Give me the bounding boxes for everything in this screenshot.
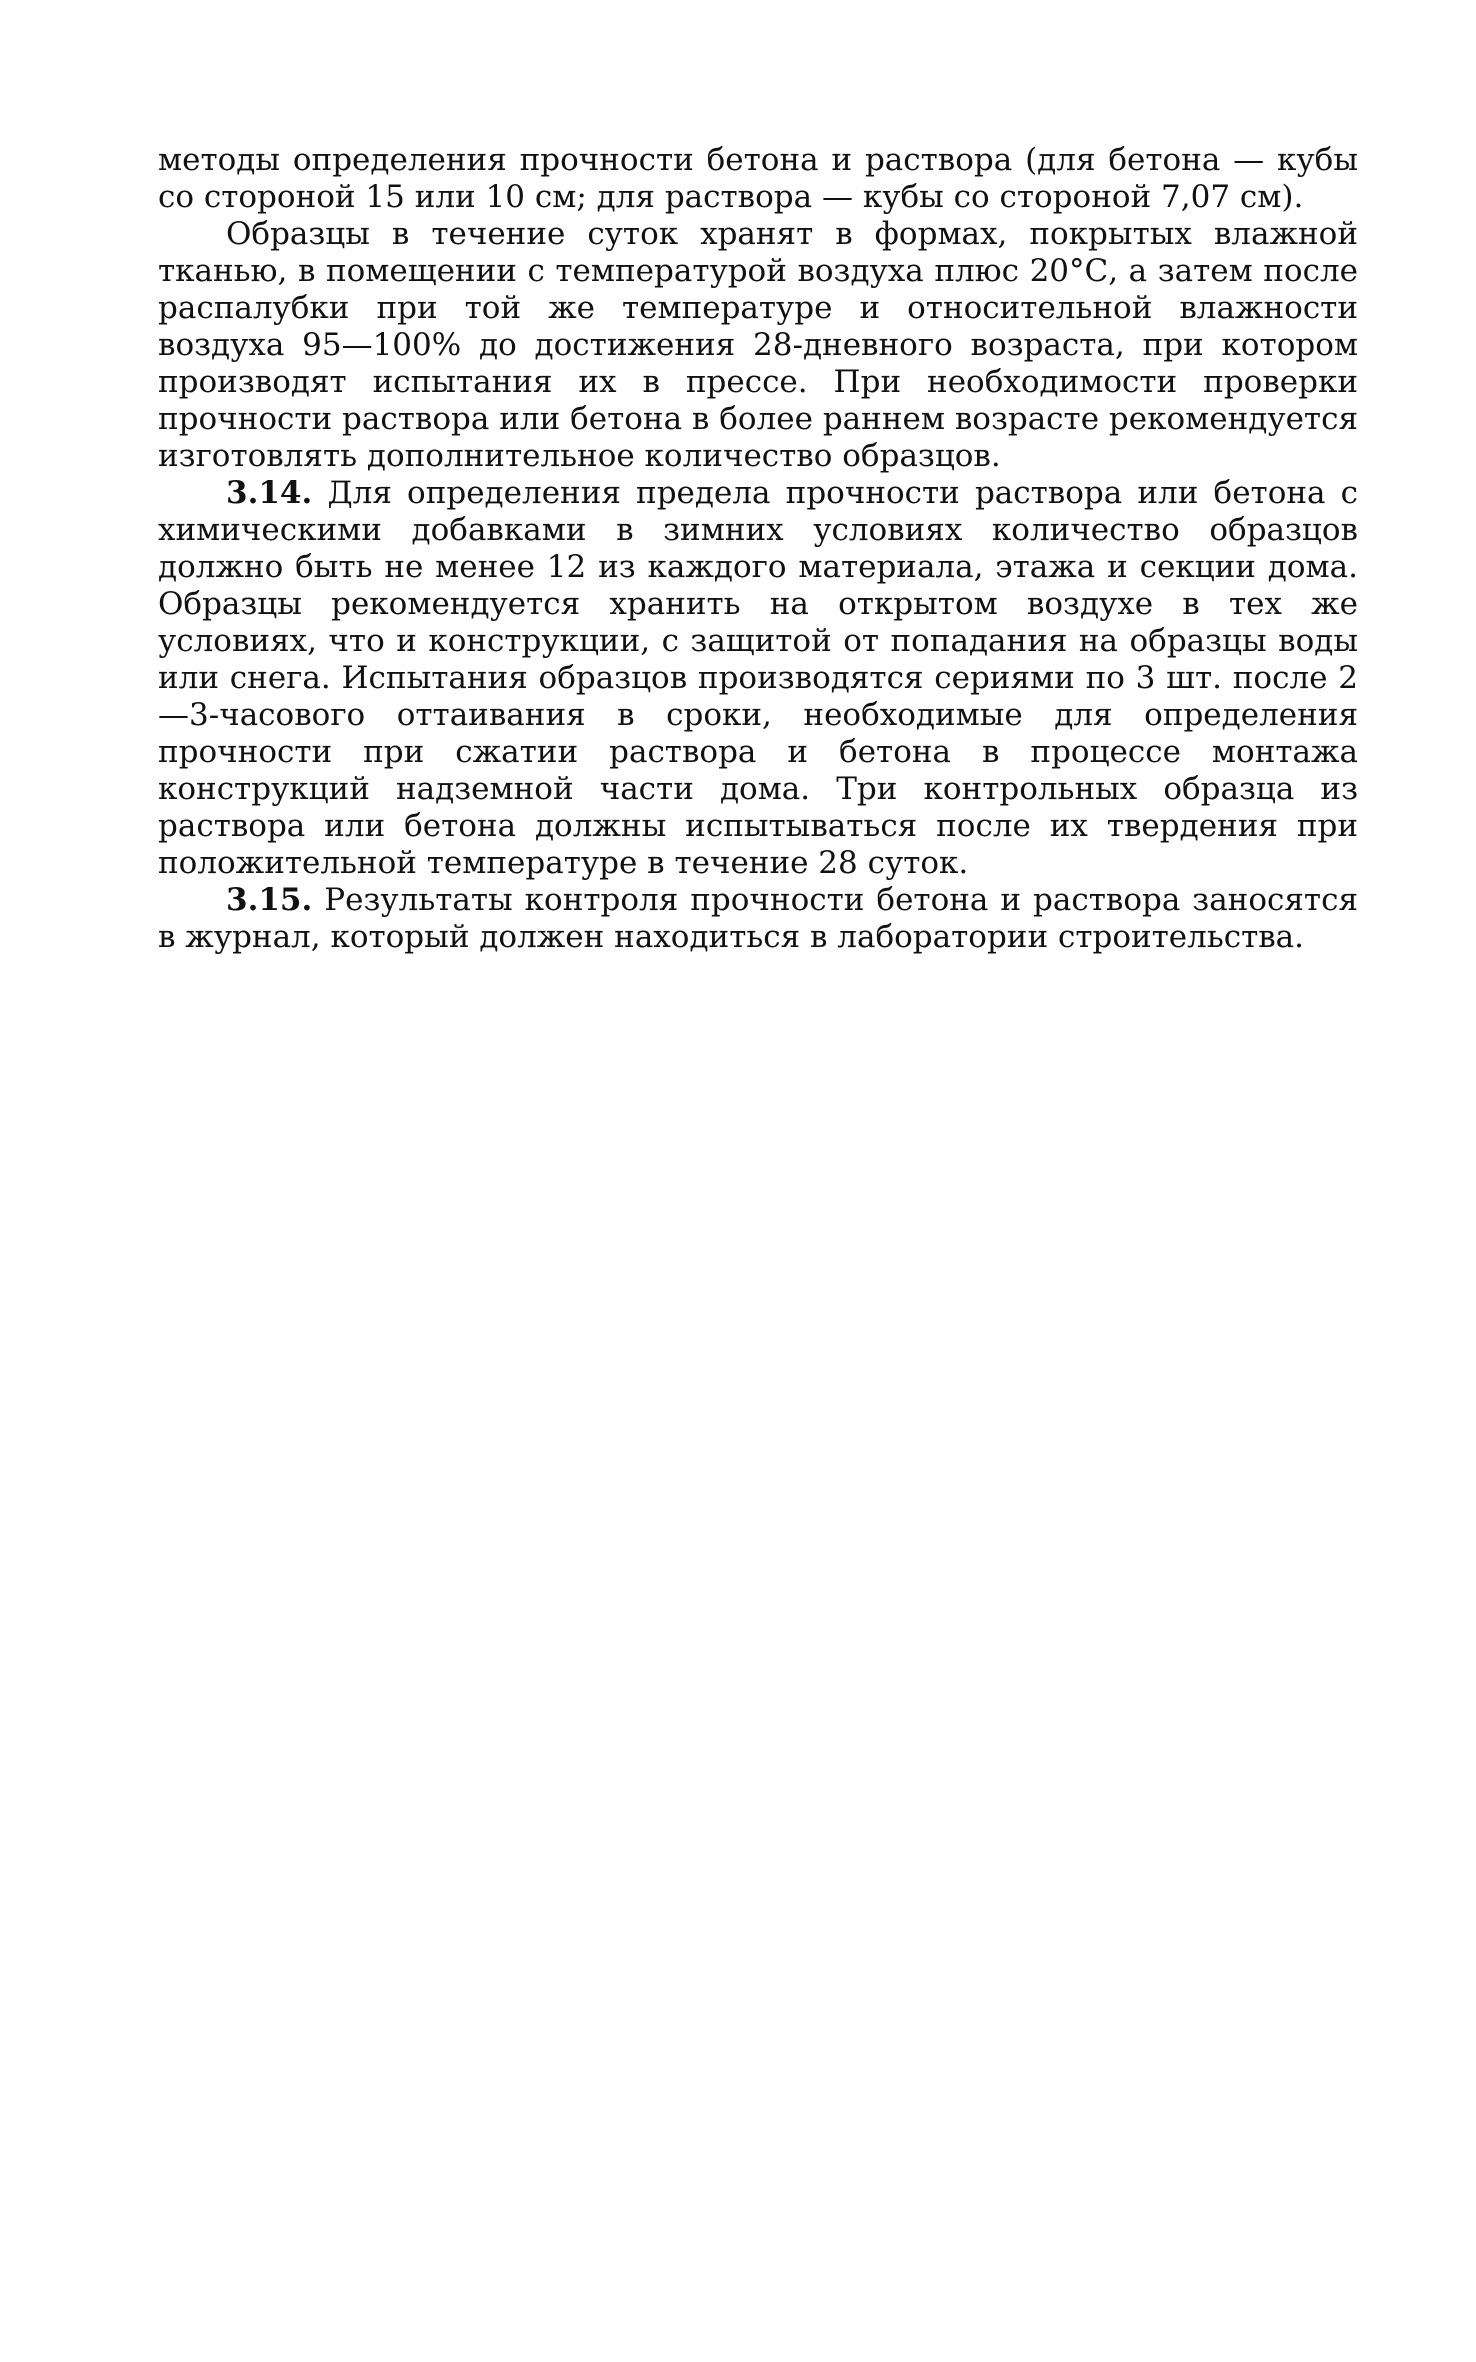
paragraph-text: методы определения прочности бетона и раствора (для бетона — кубы со стороной 15 или 10 см; для раствора — кубы со стороной 7,07 см). xyxy=(158,142,1358,215)
paragraph-3-15 xyxy=(158,882,1358,956)
paragraph-continuation xyxy=(158,142,1358,216)
body-text xyxy=(158,142,1358,956)
paragraph-3-14 xyxy=(158,475,1358,882)
paragraph-text: Результаты контроля прочности бетона и раствора заносятся в журнал, который должен находиться в лаборатории строительства. xyxy=(158,882,1358,955)
paragraph-text: Для определения предела прочности раствора или бетона с химическими добавками в зимних условиях количество образцов должно быть не менее 12 из каждого материала, этажа и секции дома. Образцы рекомендуется хранить на открытом воздухе в тех же условиях, что и конструкции, с защитой от попадания на образцы воды или снега. Испытания образцов производятся сериями по 3 шт. после 2—3-часового оттаивания в сроки, необходимые для определения прочности при сжатии раствора и бетона в процессе монтажа конструкций надземной части дома. Три контрольных образца из раствора или бетона должны испытываться после их твердения при положительной температуре в течение 28 суток. xyxy=(158,475,1359,881)
paragraph-specimen-storage xyxy=(158,216,1358,475)
paragraph-text: Образцы в течение суток хранят в формах, покрытых влажной тканью, в помещении с температурой воздуха плюс 20°С, а затем после распалубки при той же температуре и относительной влажности воздуха 95—100% до достижения 28-дневного возраста, при котором производят испытания их в прессе. При необходимости проверки прочности раствора или бетона в более раннем возрасте рекомендуется изготовлять дополнительное количество образцов. xyxy=(158,216,1358,474)
clause-number: 3.15. xyxy=(226,882,313,918)
clause-number: 3.14. xyxy=(226,475,313,511)
